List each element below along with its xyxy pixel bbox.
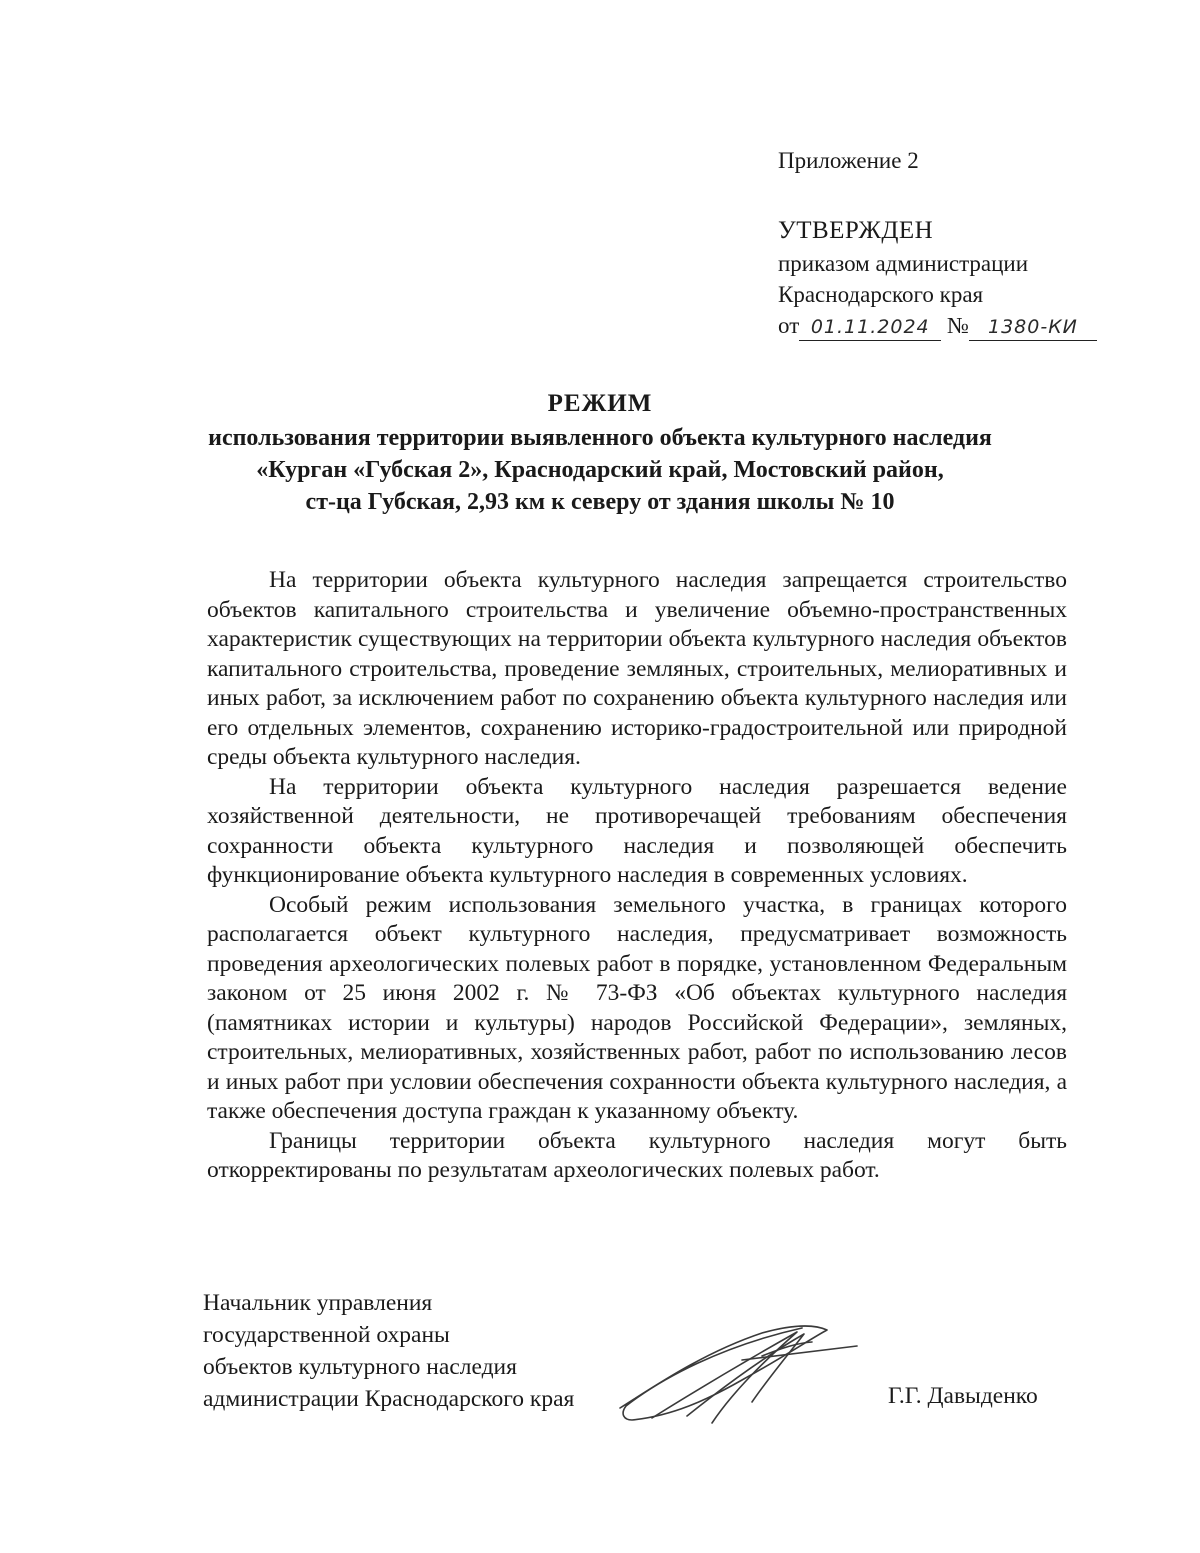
handwritten-number: 1380-КИ: [969, 314, 1097, 341]
number-prefix: №: [947, 313, 969, 338]
body-paragraph-1: На территории объекта культурного наследия запрещается строительство объектов капитального строительства и увеличение объемно-пространственных характеристик существующих на территории объекта культурного наследия объектов капитального строительства, проведение земляных, строительных, мелиоративных и иных работ, за исключением работ по сохранению объекта культурного наследия или его отдельных элементов, сохранению историко-градостроительной или природной среды объекта культурного наследия.: [207, 567, 1067, 770]
title-heading: РЕЖИМ: [547, 390, 653, 417]
approved-stamp-text: УТВЕРЖДЕН: [778, 217, 934, 244]
body-paragraph-2: На территории объекта культурного наследия разрешается ведение хозяйственной деятельности, не противоречащей требованиям обеспечения сохранности объекта культурного наследия и позволяющей обеспечить функционирование объекта культурного наследия в современных условиях.: [207, 773, 1067, 888]
order-date-number-line: [778, 310, 1118, 341]
title-line-3: ст-ца Губская, 2,93 км к северу от здания школы № 10: [305, 489, 895, 515]
signatory-line-1: Начальник управления: [203, 1290, 433, 1316]
order-line-1: приказом администрации: [778, 251, 1029, 276]
body-paragraph-3: Особый режим использования земельного участка, в границах которого располагается объект культурного наследия, предусматривает возможность проведения археологических полевых работ в порядке, установленном Федеральным законом от 25 июня 2002 г. № 73-ФЗ «Об объектах культурного наследия (памятниках истории и культуры) народов Российской Федерации», земляных, строительных, мелиоративных, хозяйственных работ, работ по использованию лесов и иных работ при условии обеспечения сохранности объекта культурного наследия, а также обеспечения доступа граждан к указанному объекту.: [207, 891, 1067, 1124]
signatory-line-3: объектов культурного наследия: [203, 1354, 517, 1380]
document-title: [150, 388, 1050, 518]
handwritten-date: 01.11.2024: [799, 314, 941, 341]
title-line-2: «Курган «Губская 2», Краснодарский край, Мостовский район,: [256, 457, 944, 483]
signer-name: Г.Г. Давыденко: [888, 1383, 1038, 1409]
signatory-position: [203, 1287, 574, 1415]
handwritten-signature: [612, 1318, 862, 1428]
appendix-label: Приложение 2: [778, 148, 919, 173]
body-paragraph-4: Границы территории объекта культурного наследия могут быть откорректированы по результатам археологических полевых работ.: [207, 1127, 1067, 1183]
date-prefix: от: [778, 313, 800, 338]
signatory-line-4: администрации Краснодарского края: [203, 1386, 575, 1412]
document-body: [207, 566, 1067, 1186]
signatory-line-2: государственной охраны: [203, 1322, 450, 1348]
order-line-2: Краснодарского края: [778, 282, 984, 307]
approval-block: [778, 215, 1118, 341]
title-line-1: использования территории выявленного объекта культурного наследия: [208, 425, 992, 451]
